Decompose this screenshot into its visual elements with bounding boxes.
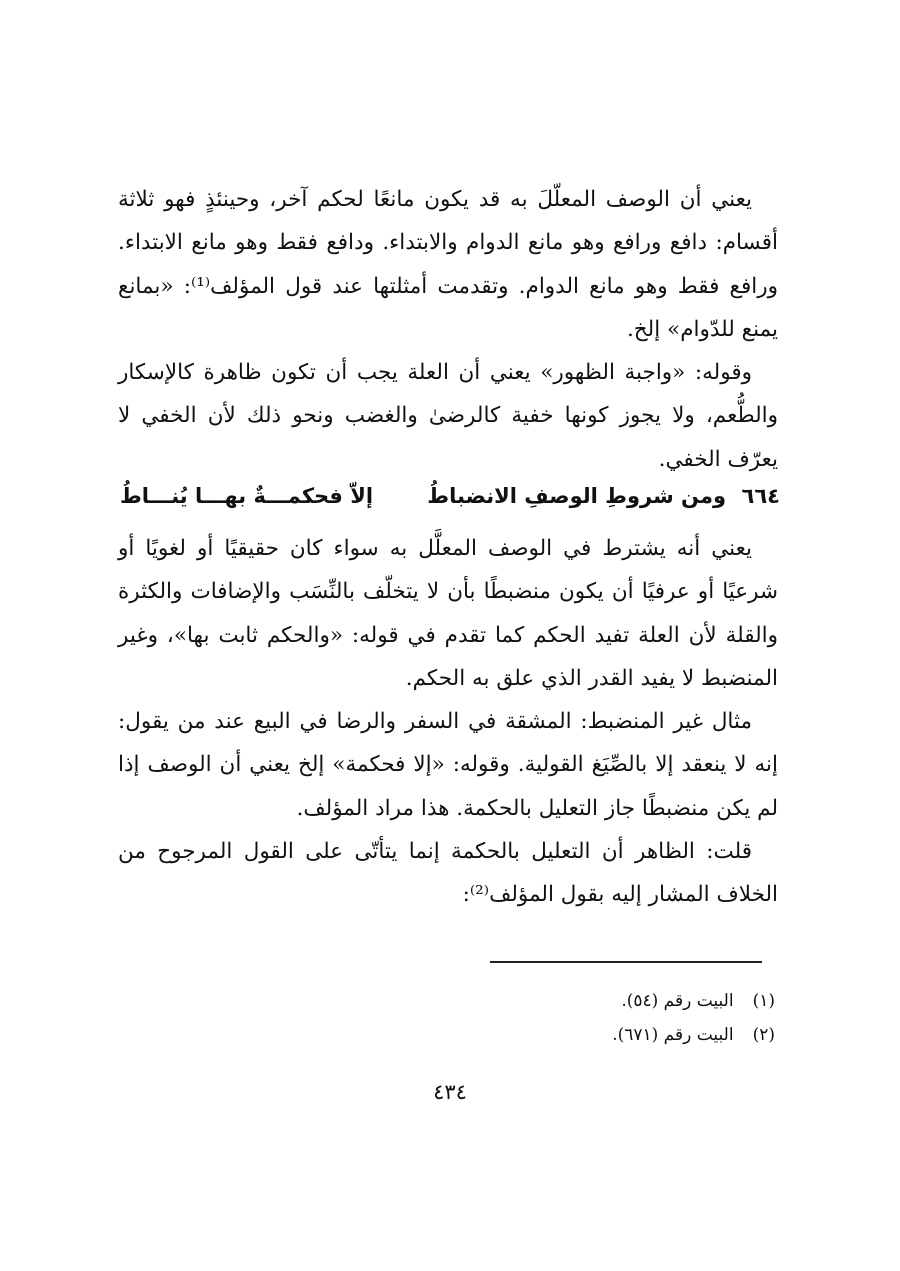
footnote-separator (490, 961, 762, 963)
verse-second-hemistich: إلاّ فحكمـــةٌ بهـــا يُنـــاطُ (120, 484, 374, 508)
paragraph: وقوله: «واجبة الظهور» يعني أن العلة يجب أن تكون ظاهرة كالإسكار والطُّعم، ولا يجوز كونها خفية كالرضىٰ والغضب ونحو ذلك لأن الخفي لا يعرّف الخفي. (118, 360, 778, 472)
footnote-number: (١) (752, 991, 775, 1011)
paragraph: يعني أنه يشترط في الوصف المعلَّل به سواء كان حقيقيًا أو لغويًا أو شرعيًا أو عرفيًا أن يكون منضبطًا بأن لا يتخلّف بالنِّسَب والإضافات والكثرة والقلة لأن العلة تفيد الحكم كما تقدم في قوله: «والحكم ثابت بها»، وغير المنضبط لا يفيد القدر الذي علق به الحكم. (118, 536, 778, 691)
verse-line (118, 480, 780, 522)
page-number: ٤٣٤ (433, 1080, 467, 1104)
footnote-item (215, 1018, 775, 1052)
footnote-text: البيت رقم (٥٤). (621, 991, 734, 1011)
body-text-before-verse (118, 178, 778, 481)
verse-first-hemistich: ومن شروطِ الوصفِ الانضباطُ (427, 484, 726, 508)
paragraph: مثال غير المنضبط: المشقة في السفر والرضا في البيع عند من يقول: إنه لا ينعقد إلا بالصِّيَغ القولية. وقوله: «إلا فحكمة» إلخ يعني أن الوصف إذا لم يكن منضبطًا جاز التعليل بالحكمة. هذا مراد المؤلف. (118, 709, 778, 821)
body-text-after-verse (118, 527, 778, 917)
paragraph: قلت: الظاهر أن التعليل بالحكمة إنما يتأتّى على القول المرجوح من الخلاف المشار إليه بقول المؤلف⁽²⁾: (118, 839, 778, 908)
footnote-number: (٢) (752, 1025, 775, 1045)
paragraph: يعني أن الوصف المعلّلَ به قد يكون مانعًا لحكم آخر، وحينئذٍ فهو ثلاثة أقسام: دافع ورافع وهو مانع الدوام والابتداء. ودافع فقط وهو مانع الابتداء. ورافع فقط وهو مانع الدوام. وتقدمت أمثلتها عند قول المؤلف⁽¹⁾: «بمانع يمنع للدّوام» إلخ. (118, 187, 779, 342)
footnote-text: البيت رقم (٦٧١). (612, 1025, 734, 1045)
footnotes (215, 984, 775, 1052)
footnote-item (215, 984, 775, 1018)
verse-number: ٦٦٤ (741, 484, 780, 508)
